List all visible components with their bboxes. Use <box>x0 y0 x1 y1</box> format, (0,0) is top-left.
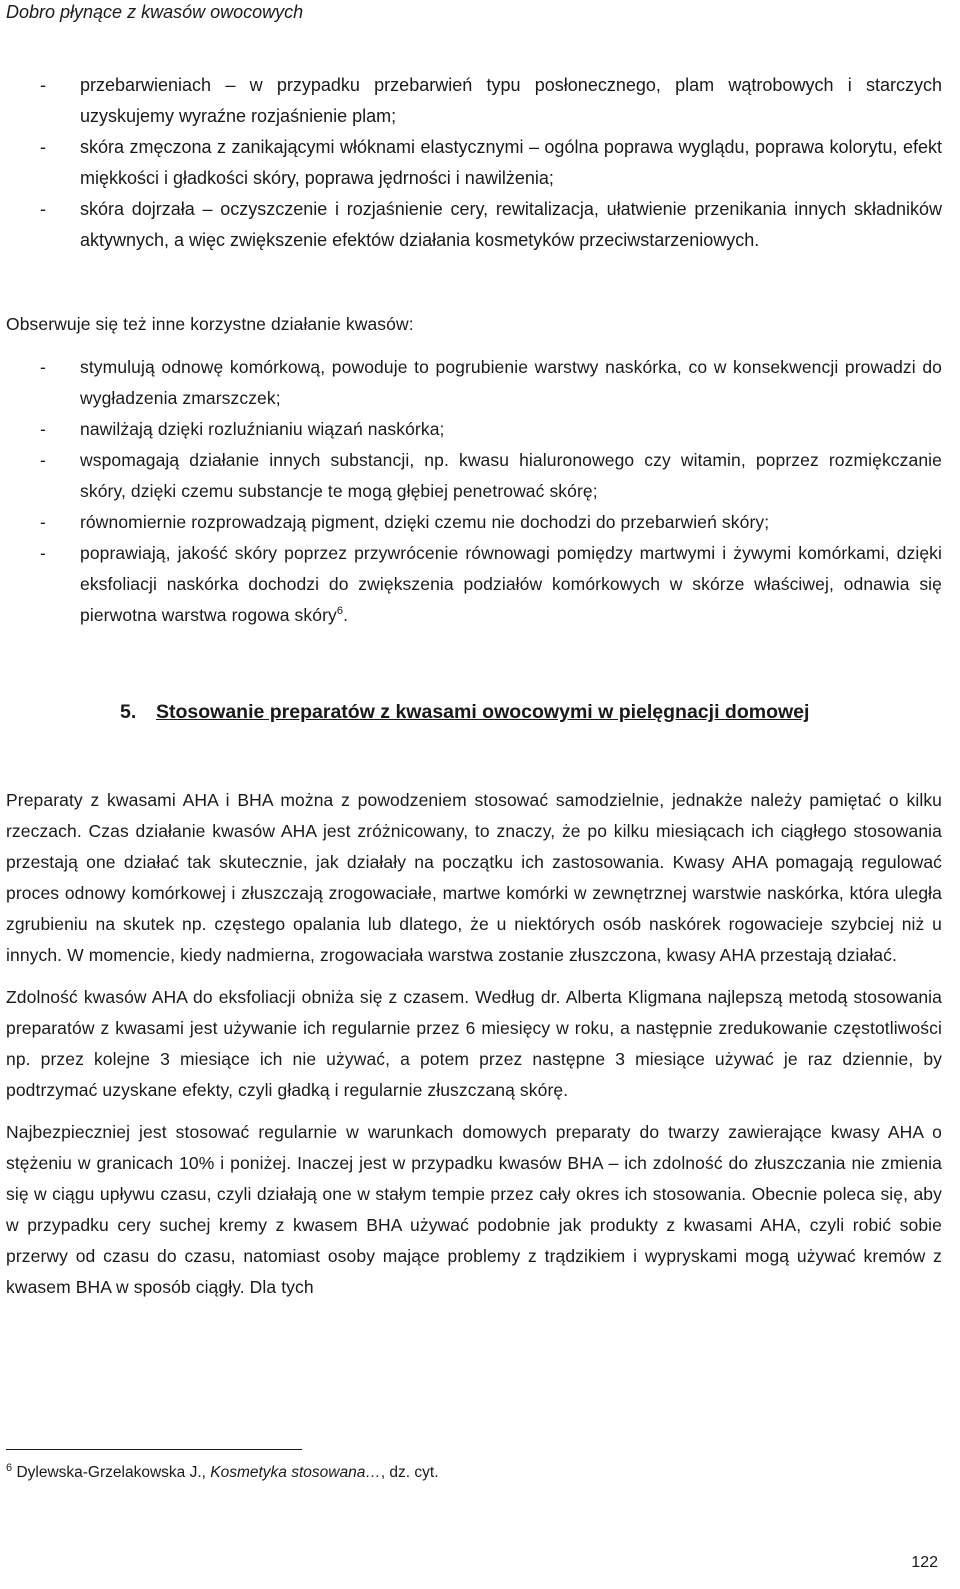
list-item <box>6 538 942 631</box>
list-item-text: poprawiają, jakość skóry poprzez przywrócenie równowagi pomiędzy martwymi i żywymi komórkami, dzięki eksfoliacji naskórka dochodzi do zwiększenia podziałów komórkowych w skórze właściwej, odnawia się pierwotna warstwa rogowa skóry <box>80 543 942 625</box>
list-item <box>6 352 942 414</box>
list-item <box>6 507 942 538</box>
bullet-dash: - <box>40 450 46 470</box>
list-item-text: przebarwieniach – w przypadku przebarwień typu posłonecznego, plam wątrobowych i starczych uzyskujemy wyraźne rozjaśnienie plam; <box>80 75 942 126</box>
body-paragraph: Najbezpieczniej jest stosować regularnie w warunkach domowych preparaty do twarzy zawierające kwasy AHA o stężeniu w granicach 10% i poniżej. Inaczej jest w przypadku kwasów BHA – ich zdolność do złuszczania nie zmienia się w ciągu upływu czasu, czyli działają one w stałym tempie przez cały okres ich stosowania. Obecnie poleca się, aby w przypadku cery suchej kremy z kwasem BHA używać podobnie jak produkty z kwasami AHA, czyli robić sobie przerwy od czasu do czasu, natomiast osoby mające problemy z trądzikiem i wypryskami mogą używać kremów z kwasem BHA w sposób ciągły. Dla tych <box>6 1122 942 1297</box>
bullet-dash: - <box>40 75 46 95</box>
intro-paragraph: Obserwuje się też inne korzystne działanie kwasów: <box>6 314 414 334</box>
bullet-dash: - <box>40 357 46 377</box>
list-item <box>6 132 942 194</box>
section-heading <box>120 698 809 726</box>
running-header: Dobro płynące z kwasów owocowych <box>6 2 304 22</box>
footnote-number: 6 <box>6 1461 13 1474</box>
bullet-dash: - <box>40 199 46 219</box>
bullet-dash: - <box>40 137 46 157</box>
footnote-rest: , dz. cyt. <box>380 1464 439 1481</box>
footnote <box>6 1462 439 1484</box>
condition-list <box>6 70 942 256</box>
footnote-reference[interactable]: 6 <box>336 605 344 618</box>
bullet-dash: - <box>40 512 46 532</box>
list-item-text: skóra zmęczona z zanikającymi włóknami elastycznymi – ogólna poprawa wyglądu, poprawa kolorytu, efekt miękkości i gładkości skóry, poprawa jędrności i nawilżenia; <box>80 137 942 188</box>
list-item-end: . <box>343 605 349 625</box>
list-item <box>6 70 942 132</box>
body-paragraph: Zdolność kwasów AHA do eksfoliacji obniża się z czasem. Według dr. Alberta Kligmana najlepszą metodą stosowania preparatów z kwasami jest używanie ich regularnie przez 6 miesięcy w roku, a następnie zredukowanie częstotliwości np. przez kolejne 3 miesiące ich nie używać, a potem przez następne 3 miesiące używać je raz dziennie, by podtrzymać uzyskane efekty, czyli gładką i regularnie złuszczaną skórę. <box>6 987 942 1100</box>
section-title: Stosowanie preparatów z kwasami owocowymi w pielęgnacji domowej <box>156 701 810 723</box>
bullet-dash: - <box>40 419 46 439</box>
list-item-text: nawilżają dzięki rozluźnianiu wiązań naskórka; <box>80 419 445 439</box>
benefits-section <box>6 309 942 631</box>
bullet-dash: - <box>40 543 46 563</box>
list-item-text: równomiernie rozprowadzają pigment, dzięki czemu nie dochodzi do przebarwień skóry; <box>80 512 770 532</box>
body-paragraph: Preparaty z kwasami AHA i BHA można z powodzeniem stosować samodzielnie, jednakże należy pamiętać o kilku rzeczach. Czas działanie kwasów AHA jest zróżnicowany, to znaczy, że po kilku miesiącach ich ciągłego stosowania przestają one działać tak skutecznie, jak działały na początku ich zastosowania. Kwasy AHA pomagają regulować proces odnowy komórkowej i złuszczają zrogowaciałe, martwe komórki w zewnętrznej warstwie naskórka, która uległa zgrubieniu na skutek np. częstego opalania lub dlatego, że u niektórych osób naskórek rogowacieje szybciej niż u innych. W momencie, kiedy nadmierna, zrogowaciała warstwa zostanie złuszczona, kwasy AHA przestają działać. <box>6 790 942 965</box>
list-item-text: skóra dojrzała – oczyszczenie i rozjaśnienie cery, rewitalizacja, ułatwienie przenikania innych składników aktywnych, a więc zwiększenie efektów działania kosmetyków przeciwstarzeniowych. <box>80 199 942 250</box>
list-item <box>6 445 942 507</box>
footnote-divider <box>6 1449 302 1450</box>
footnote-work-title: Kosmetyka stosowana… <box>210 1464 381 1481</box>
page-number: 122 <box>911 1554 938 1571</box>
footnote-author: Dylewska-Grzelakowska J., <box>16 1464 211 1481</box>
body-text <box>6 785 942 1303</box>
section-number: 5. <box>120 701 137 723</box>
list-item <box>6 194 942 256</box>
list-item-text: stymulują odnowę komórkową, powoduje to pogrubienie warstwy naskórka, co w konsekwencji prowadzi do wygładzenia zmarszczek; <box>80 357 942 408</box>
list-item <box>6 414 942 445</box>
list-item-text: wspomagają działanie innych substancji, np. kwasu hialuronowego czy witamin, poprzez rozmiękczanie skóry, dzięki czemu substancje te mogą głębiej penetrować skórę; <box>80 450 942 501</box>
